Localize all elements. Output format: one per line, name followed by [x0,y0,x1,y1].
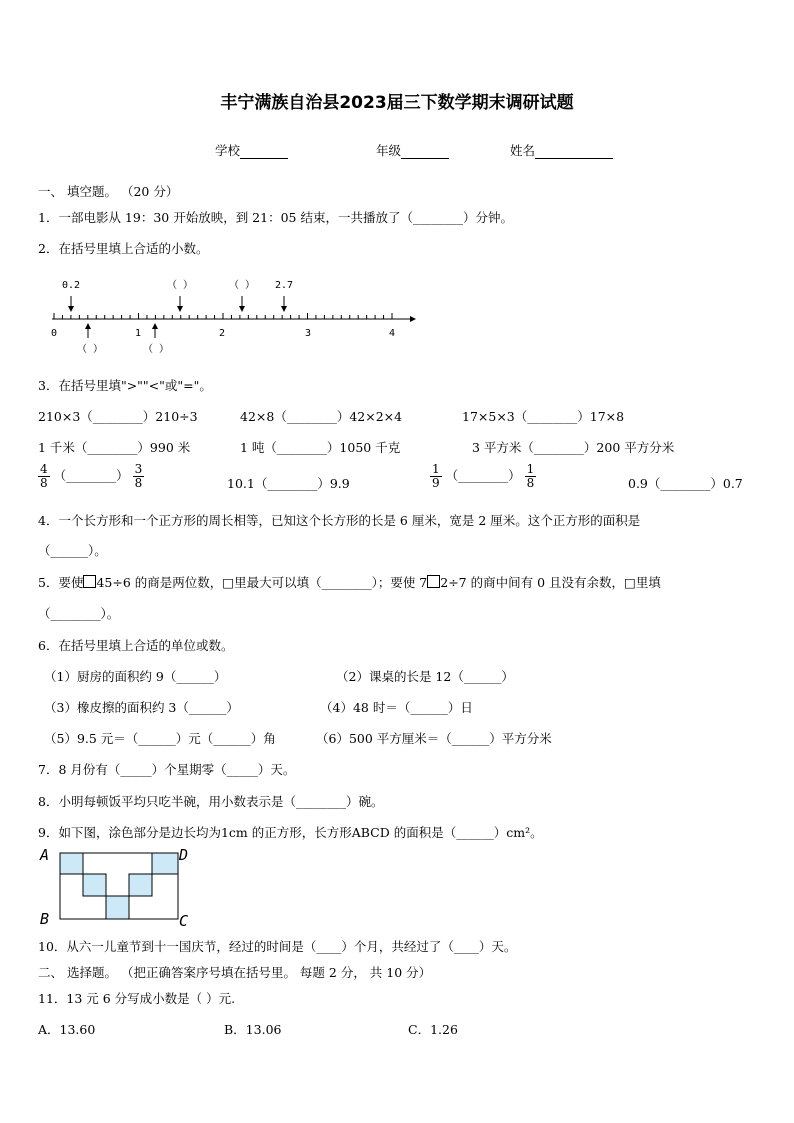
q6-item-1: （1）厨房的面积约 9（______） [44,669,227,684]
name-label: 姓名 [510,143,536,158]
vertex-label-a: A [40,846,50,864]
fraction-4-8: $\frac{4}{8}$ [40,462,48,490]
school-field [215,141,288,159]
shaded-square [152,853,178,874]
school-blank[interactable] [240,143,288,159]
top-label-blank-2[interactable]: （ ） [228,280,256,291]
bottom-label-blank-1[interactable]: （ ） [76,344,104,355]
arrowhead-down-icon [177,306,183,312]
question-1: 1．一部电影从 19：30 开始放映，到 21：05 结束，一共播放了（________）分钟。 [38,210,513,225]
fraction-1-8: $\frac{1}{8}$ [526,462,535,490]
tick-label-3: 3 [304,328,312,339]
question-4-line2: （______）。 [38,543,107,558]
fraction-3-8: $\frac{3}{8}$ [134,462,143,490]
question-4-line1: 4．一个长方形和一个正方形的周长相等，已知这个长方形的长是 6 厘米，宽是 2 厘米。这个正方形的面积是 [38,513,641,528]
tick-label-4: 4 [388,328,396,339]
section-2-heading: 二、 选择题。 （把正确答案序号填在括号里。 每题 2 分， 共 10 分） [38,965,432,980]
q11-option-c[interactable]: C．1.26 [408,1022,458,1037]
top-label-0.2: 0.2 [61,280,81,291]
q3-row3-c [430,463,536,490]
grade-field [376,141,449,159]
tick-label-1: 1 [134,328,142,339]
page-title: 丰宁满族自治县2023届三下数学期末调研试题 [220,93,574,113]
shaded-square [60,853,83,874]
shaded-square [106,896,129,919]
q6-item-4: （4）48 时＝（______）日 [320,700,473,715]
q3-row1-b: 42×8（________）42×2×4 [240,409,403,424]
arrowhead-up-icon [152,323,158,329]
vertex-label-d: D [179,846,189,864]
shaded-square [83,874,106,896]
section-1-heading: 一、 填空题。 （20 分） [38,184,179,199]
compare-blank[interactable]: （________） [53,468,129,483]
q3-row1-a: 210×3（________）210÷3 [38,409,198,424]
digit-box [427,575,440,588]
question-11: 11．13 元 6 分写成小数是（ ）元. [38,991,236,1006]
tick-label-2: 2 [218,328,226,339]
number-line-arrowhead [410,316,416,322]
fraction-1-9: $\frac{1}{9}$ [432,462,440,490]
q11-option-a[interactable]: A．13.60 [38,1022,96,1037]
bottom-label-blank-2[interactable]: （ ） [142,344,170,355]
compare-blank[interactable]: （________） [445,468,521,483]
grade-blank[interactable] [401,143,449,159]
question-2: 2．在括号里填上合适的小数。 [38,241,209,256]
arrowhead-down-icon [239,306,245,312]
vertex-label-b: B [40,910,50,928]
grade-label: 年级 [376,143,402,158]
vertex-label-c: C [179,912,189,930]
top-label-blank-1[interactable]: （ ） [166,280,194,291]
rectangle-abcd-figure [36,842,206,930]
q3-row3-a [38,463,144,490]
tick-label-0: 0 [50,328,58,339]
question-5-line1: 5．要使 45÷6 的商是两位数，□里最大可以填（________）；要使 7 2÷7 的商中间有 0 且没有余数，□里填 [38,575,661,590]
name-blank[interactable] [535,143,613,159]
shaded-square [129,874,152,896]
q3-row2-c: 3 平方米（________）200 平方分米 [472,440,675,455]
q3-row3-d: 0.9（________）0.7 [628,476,743,491]
question-9: 9．如下图，涂色部分是边长均为1cm 的正方形，长方形ABCD 的面积是（______）cm²。 [38,825,543,840]
top-label-2.7: 2.7 [274,280,294,291]
q3-row3-b: 10.1（________）9.9 [227,476,350,491]
number-line [40,272,420,360]
school-label: 学校 [215,143,241,158]
question-3: 3．在括号里填">""<"或"="。 [38,378,212,393]
q3-row2-a: 1 千米（________）990 米 [38,440,191,455]
question-7: 7．8 月份有（_____）个星期零（_____）天。 [38,762,296,777]
question-10: 10．从六一儿童节到十一国庆节，经过的时间是（____）个月，共经过了（____）天。 [38,939,517,954]
q3-row1-c: 17×5×3（________）17×8 [462,409,625,424]
q3-row2-b: 1 吨（________）1050 千克 [240,440,401,455]
q6-item-6: （6）500 平方厘米＝（______）平方分米 [316,731,552,746]
arrowhead-down-icon [68,306,74,312]
question-8: 8．小明每顿饭平均只吃半碗，用小数表示是（________）碗。 [38,794,384,809]
arrowhead-down-icon [281,306,287,312]
question-5-line2: （________）。 [38,606,120,621]
question-6: 6．在括号里填上合适的单位或数。 [38,638,234,653]
digit-box [83,575,96,588]
q6-item-3: （3）橡皮擦的面积约 3（______） [44,700,239,715]
q6-item-5: （5）9.5 元＝（______）元（______）角 [44,731,276,746]
q11-option-b[interactable]: B．13.06 [224,1022,282,1037]
name-field [510,141,613,159]
arrowhead-up-icon [85,323,91,329]
q6-item-2: （2）课桌的长是 12（______） [336,669,514,684]
